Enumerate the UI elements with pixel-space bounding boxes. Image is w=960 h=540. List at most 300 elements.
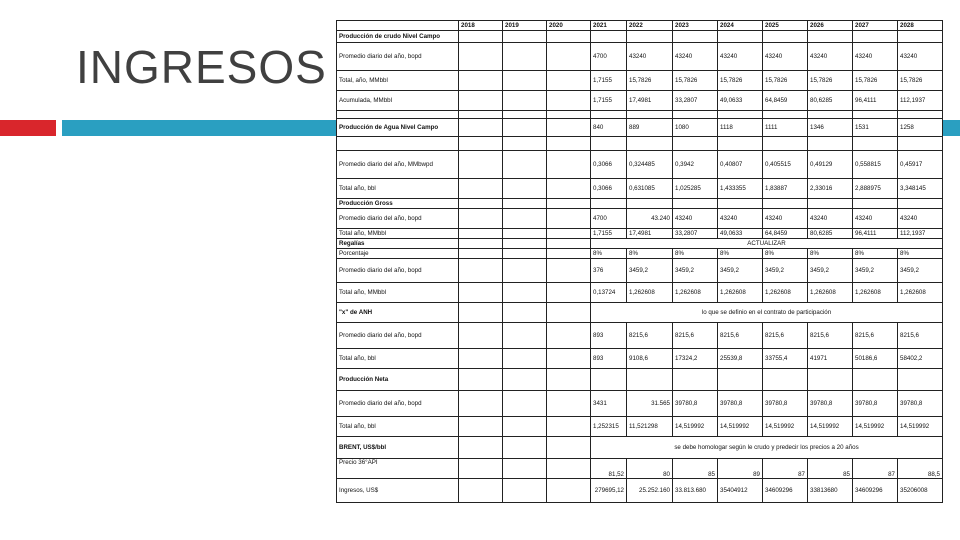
table-cell: 2,888975 — [853, 179, 898, 199]
row-label: Total, año, MMbbl — [337, 71, 459, 91]
table-cell — [547, 369, 591, 391]
table-cell: 0,40807 — [718, 151, 763, 179]
table-cell: 8215,6 — [898, 323, 943, 349]
table-cell: 0,13724 — [591, 283, 627, 303]
row-label: Total año, MMbbl — [337, 283, 459, 303]
table-cell — [459, 43, 503, 71]
table-cell — [503, 31, 547, 43]
table-cell: 89 — [718, 459, 763, 479]
table-cell: 41971 — [808, 349, 853, 369]
table-cell: 3431 — [591, 391, 627, 417]
table-cell — [898, 111, 943, 119]
table-cell: 15,7826 — [853, 71, 898, 91]
table-cell: 893 — [591, 323, 627, 349]
table-cell — [673, 369, 718, 391]
table-cell: 0,3942 — [673, 151, 718, 179]
table-cell: 1258 — [898, 119, 943, 137]
table-cell: 25.252.160 — [627, 479, 673, 503]
table-cell — [547, 391, 591, 417]
table-cell — [547, 303, 591, 323]
table-cell: 96,4111 — [853, 229, 898, 239]
table-cell: 3459,2 — [763, 259, 808, 283]
table-cell: 58402,2 — [898, 349, 943, 369]
row-label: Producción Gross — [337, 199, 459, 209]
table-cell — [503, 119, 547, 137]
row-label: Promedio diario del año, bopd — [337, 391, 459, 417]
table-cell: 1,7155 — [591, 91, 627, 111]
table-cell — [459, 437, 503, 459]
row-label: Promedio diario del año, MMbwpd — [337, 151, 459, 179]
slide-title: INGRESOS — [76, 41, 327, 93]
table-cell: 34609296 — [763, 479, 808, 503]
table-cell — [503, 209, 547, 229]
table-cell — [503, 349, 547, 369]
table-cell: 8% — [673, 249, 718, 259]
table-cell: 87 — [853, 459, 898, 479]
year-header: 2021 — [591, 21, 627, 31]
table-cell: 85 — [808, 459, 853, 479]
table-cell — [503, 111, 547, 119]
table-cell: 1,262608 — [673, 283, 718, 303]
year-header: 2022 — [627, 21, 673, 31]
table-row — [337, 259, 943, 283]
table-cell — [459, 31, 503, 43]
table-cell — [547, 111, 591, 119]
table-cell: 17324,2 — [673, 349, 718, 369]
table-cell: 43.240 — [627, 209, 673, 229]
row-label: Total año, bbl — [337, 349, 459, 369]
table-cell — [503, 391, 547, 417]
table-row — [337, 249, 943, 259]
section-row — [337, 199, 943, 209]
table-cell: 14,519992 — [718, 417, 763, 437]
table-cell — [853, 369, 898, 391]
row-label: Precio 36°API — [337, 459, 459, 479]
table-cell: 33,2807 — [673, 229, 718, 239]
table-cell: 17,4981 — [627, 91, 673, 111]
table-cell — [718, 111, 763, 119]
table-cell: 43240 — [853, 43, 898, 71]
table-cell: 14,519992 — [808, 417, 853, 437]
table-cell — [673, 137, 718, 151]
table-cell — [591, 137, 627, 151]
header-corner — [337, 21, 459, 31]
table-cell — [853, 199, 898, 209]
table-cell — [547, 43, 591, 71]
table-cell: 1,433355 — [718, 179, 763, 199]
table-cell — [503, 437, 547, 459]
table-row — [337, 391, 943, 417]
table-cell: 43240 — [763, 209, 808, 229]
section-row — [337, 369, 943, 391]
table-cell: 9108,6 — [627, 349, 673, 369]
table-row — [337, 43, 943, 71]
table-cell: 1118 — [718, 119, 763, 137]
row-label: Producción Neta — [337, 369, 459, 391]
table-cell: 17,4981 — [627, 229, 673, 239]
table-row — [337, 323, 943, 349]
table-cell: 11,521298 — [627, 417, 673, 437]
table-cell: 43240 — [898, 209, 943, 229]
table-cell: 39780,8 — [718, 391, 763, 417]
table-cell — [763, 199, 808, 209]
table-cell — [503, 479, 547, 503]
table-cell: 112,1937 — [898, 229, 943, 239]
table-cell: 49,0633 — [718, 91, 763, 111]
table-cell: 39780,8 — [673, 391, 718, 417]
table-row — [337, 137, 943, 151]
accent-bar-red — [0, 120, 56, 136]
table-cell — [459, 391, 503, 417]
table-cell — [763, 31, 808, 43]
table-cell: 35206008 — [898, 479, 943, 503]
table-cell: 64,8459 — [763, 229, 808, 239]
table-cell: 43240 — [763, 43, 808, 71]
table-cell: 33755,4 — [763, 349, 808, 369]
section-row — [337, 31, 943, 43]
table-cell — [591, 31, 627, 43]
table-cell — [547, 137, 591, 151]
table-cell — [591, 369, 627, 391]
table-cell — [503, 303, 547, 323]
year-header: 2027 — [853, 21, 898, 31]
table-cell: 8215,6 — [853, 323, 898, 349]
table-cell — [547, 31, 591, 43]
row-label: Producción de Agua Nivel Campo — [337, 119, 459, 137]
table-header-row — [337, 21, 943, 31]
year-header: 2025 — [763, 21, 808, 31]
table-cell: 80,6285 — [808, 91, 853, 111]
table-cell — [627, 31, 673, 43]
row-label: Total año, bbl — [337, 179, 459, 199]
row-label: "x" de ANH — [337, 303, 459, 323]
table-cell: 279695,12 — [591, 479, 627, 503]
table-cell — [503, 283, 547, 303]
table-cell: 1,262608 — [627, 283, 673, 303]
row-label: Promedio diario del año, bopd — [337, 43, 459, 71]
table-cell — [763, 369, 808, 391]
table-cell — [503, 151, 547, 179]
table-cell: 8215,6 — [673, 323, 718, 349]
section-row — [337, 437, 943, 459]
table-cell — [459, 229, 503, 239]
table-cell — [898, 137, 943, 151]
table-cell: 1,7155 — [591, 71, 627, 91]
row-label: Regalías — [337, 239, 459, 249]
table-cell: 3459,2 — [627, 259, 673, 283]
table-cell — [808, 31, 853, 43]
table-cell — [459, 199, 503, 209]
table-cell — [627, 199, 673, 209]
table-cell: 8% — [808, 249, 853, 259]
table-row — [337, 417, 943, 437]
table-cell: 8215,6 — [763, 323, 808, 349]
table-cell — [459, 249, 503, 259]
table-cell — [808, 137, 853, 151]
table-cell: 87 — [763, 459, 808, 479]
table-cell: 31.565 — [627, 391, 673, 417]
table-cell: 112,1937 — [898, 91, 943, 111]
table-cell — [547, 349, 591, 369]
table-cell — [673, 199, 718, 209]
year-header: 2020 — [547, 21, 591, 31]
table-cell: 376 — [591, 259, 627, 283]
table-cell — [547, 417, 591, 437]
table-cell: 8% — [591, 249, 627, 259]
table-cell: 1,262608 — [808, 283, 853, 303]
table-cell: 43240 — [853, 209, 898, 229]
table-row — [337, 151, 943, 179]
table-cell: 8% — [763, 249, 808, 259]
table-cell: 0,405515 — [763, 151, 808, 179]
table-cell: 3,348145 — [898, 179, 943, 199]
table-cell: 14,519992 — [853, 417, 898, 437]
table-cell: 8215,6 — [808, 323, 853, 349]
table-cell: 35404912 — [718, 479, 763, 503]
table-cell: 15,7826 — [627, 71, 673, 91]
table-cell — [718, 369, 763, 391]
table-cell — [459, 119, 503, 137]
table-cell: 25539,8 — [718, 349, 763, 369]
revenue-table — [336, 20, 943, 503]
table-cell — [503, 179, 547, 199]
table-row — [337, 71, 943, 91]
table-cell: 1,025285 — [673, 179, 718, 199]
table-cell — [853, 137, 898, 151]
table-cell: 80,6285 — [808, 229, 853, 239]
table-cell — [459, 239, 503, 249]
table-cell — [459, 179, 503, 199]
table-cell — [547, 459, 591, 479]
table-cell — [627, 137, 673, 151]
table-cell — [718, 31, 763, 43]
table-cell: 1080 — [673, 119, 718, 137]
table-cell: 39780,8 — [898, 391, 943, 417]
table-cell — [547, 239, 591, 249]
table-cell — [673, 31, 718, 43]
table-cell: 88,5 — [898, 459, 943, 479]
table-cell: 3459,2 — [808, 259, 853, 283]
table-cell — [763, 111, 808, 119]
table-cell — [547, 91, 591, 111]
table-cell — [503, 43, 547, 71]
table-row — [337, 179, 943, 199]
table-cell: 43240 — [627, 43, 673, 71]
table-cell — [547, 259, 591, 283]
table-cell — [808, 369, 853, 391]
table-cell: 1,252315 — [591, 417, 627, 437]
table-cell: 43240 — [808, 43, 853, 71]
table-cell: 2,33016 — [808, 179, 853, 199]
row-label: Ingresos, US$ — [337, 479, 459, 503]
table-cell: 33813680 — [808, 479, 853, 503]
table-cell — [503, 137, 547, 151]
table-cell — [459, 151, 503, 179]
row-label: Acumulada, MMbbl — [337, 91, 459, 111]
table-cell: 8215,6 — [718, 323, 763, 349]
table-cell: 14,519992 — [763, 417, 808, 437]
table-cell — [503, 199, 547, 209]
row-label: Porcentaje — [337, 249, 459, 259]
table-cell: 4700 — [591, 43, 627, 71]
year-header: 2019 — [503, 21, 547, 31]
table-cell — [898, 199, 943, 209]
table-cell — [718, 137, 763, 151]
table-cell — [503, 323, 547, 349]
table-cell: 85 — [673, 459, 718, 479]
table-cell — [547, 479, 591, 503]
table-cell — [503, 71, 547, 91]
table-cell: 1,262608 — [763, 283, 808, 303]
row-label: Total año, bbl — [337, 417, 459, 437]
year-header: 2028 — [898, 21, 943, 31]
row-label: Promedio diario del año, bopd — [337, 209, 459, 229]
table-cell: 8% — [718, 249, 763, 259]
table-cell — [547, 179, 591, 199]
table-cell — [547, 71, 591, 91]
revenue-table-image — [336, 20, 942, 500]
table-cell — [503, 229, 547, 239]
table-cell — [503, 417, 547, 437]
table-row — [337, 479, 943, 503]
table-cell — [459, 349, 503, 369]
table-cell: 8215,6 — [627, 323, 673, 349]
table-cell: 49,0633 — [718, 229, 763, 239]
table-cell: 43240 — [673, 209, 718, 229]
table-cell: 96,4111 — [853, 91, 898, 111]
row-label: BRENT, US$/bbl — [337, 437, 459, 459]
table-cell — [547, 119, 591, 137]
table-cell: 0,631085 — [627, 179, 673, 199]
row-label: Promedio diario del año, bopd — [337, 323, 459, 349]
table-cell — [627, 111, 673, 119]
table-cell: 1,262608 — [898, 283, 943, 303]
table-row — [337, 459, 943, 479]
row-label — [337, 111, 459, 119]
table-cell: 39780,8 — [853, 391, 898, 417]
table-cell: 889 — [627, 119, 673, 137]
table-cell: 1,83887 — [763, 179, 808, 199]
table-cell: 64,8459 — [763, 91, 808, 111]
table-cell: 14,519992 — [898, 417, 943, 437]
table-cell — [459, 283, 503, 303]
section-row — [337, 303, 943, 323]
table-cell: 43240 — [718, 43, 763, 71]
table-cell: 840 — [591, 119, 627, 137]
section-row — [337, 119, 943, 137]
table-cell — [808, 199, 853, 209]
table-cell: 50186,6 — [853, 349, 898, 369]
table-cell: 15,7826 — [808, 71, 853, 91]
table-cell: 3459,2 — [673, 259, 718, 283]
table-cell — [591, 111, 627, 119]
table-cell — [547, 229, 591, 239]
table-cell — [763, 137, 808, 151]
table-cell: 0,3066 — [591, 179, 627, 199]
table-cell: 1531 — [853, 119, 898, 137]
table-row — [337, 283, 943, 303]
table-cell: 15,7826 — [763, 71, 808, 91]
table-cell — [459, 417, 503, 437]
table-cell: 33,2807 — [673, 91, 718, 111]
table-cell: 39780,8 — [808, 391, 853, 417]
table-cell — [503, 91, 547, 111]
table-cell — [718, 199, 763, 209]
table-cell — [853, 111, 898, 119]
table-row — [337, 111, 943, 119]
table-cell: 8% — [898, 249, 943, 259]
table-cell: 3459,2 — [853, 259, 898, 283]
year-header: 2018 — [459, 21, 503, 31]
table-cell: 39780,8 — [763, 391, 808, 417]
year-header: 2023 — [673, 21, 718, 31]
table-cell: 1,7155 — [591, 229, 627, 239]
row-note: ACTUALIZAR — [591, 239, 943, 249]
table-cell — [673, 111, 718, 119]
table-cell — [459, 91, 503, 111]
table-cell: 81,52 — [591, 459, 627, 479]
table-cell — [898, 369, 943, 391]
row-label — [337, 137, 459, 151]
table-cell — [459, 479, 503, 503]
row-note: lo que se definio en el contrato de participación — [591, 303, 943, 323]
table-cell — [459, 369, 503, 391]
table-cell: 15,7826 — [673, 71, 718, 91]
table-cell: 1346 — [808, 119, 853, 137]
table-row — [337, 91, 943, 111]
table-cell: 8% — [627, 249, 673, 259]
table-cell: 8% — [853, 249, 898, 259]
table-cell — [503, 239, 547, 249]
table-cell: 0,324485 — [627, 151, 673, 179]
table-cell — [547, 249, 591, 259]
table-row — [337, 349, 943, 369]
table-cell: 0,3066 — [591, 151, 627, 179]
table-cell: 34609296 — [853, 479, 898, 503]
table-row — [337, 229, 943, 239]
table-cell: 1,262608 — [718, 283, 763, 303]
table-cell — [547, 323, 591, 349]
table-cell — [591, 199, 627, 209]
table-cell — [547, 199, 591, 209]
table-cell: 43240 — [808, 209, 853, 229]
table-cell — [459, 137, 503, 151]
table-cell — [547, 283, 591, 303]
table-cell — [503, 249, 547, 259]
table-cell — [459, 259, 503, 283]
table-cell: 0,49129 — [808, 151, 853, 179]
table-cell: 33.813.680 — [673, 479, 718, 503]
table-cell — [547, 151, 591, 179]
table-cell: 3459,2 — [718, 259, 763, 283]
table-cell: 4700 — [591, 209, 627, 229]
table-cell — [503, 459, 547, 479]
section-row — [337, 239, 943, 249]
table-cell — [547, 437, 591, 459]
table-cell — [459, 111, 503, 119]
table-cell: 3459,2 — [898, 259, 943, 283]
table-cell — [503, 369, 547, 391]
row-note: se debe homologar según le crudo y predecir los precios a 20 años — [591, 437, 943, 459]
table-cell: 80 — [627, 459, 673, 479]
year-header: 2026 — [808, 21, 853, 31]
table-cell: 15,7826 — [898, 71, 943, 91]
table-row — [337, 209, 943, 229]
table-cell — [459, 71, 503, 91]
table-cell: 15,7826 — [718, 71, 763, 91]
table-cell — [459, 459, 503, 479]
table-cell — [459, 323, 503, 349]
